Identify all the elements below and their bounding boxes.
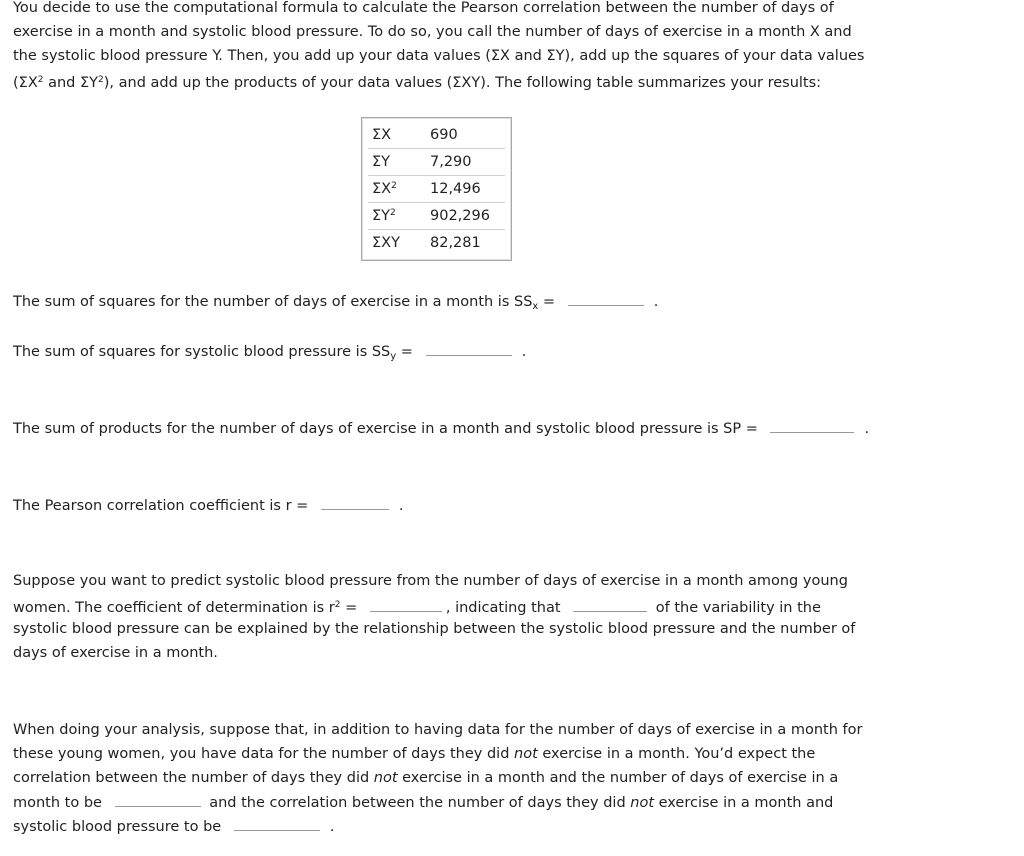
analysis-line: When doing your analysis, suppose that, in addition to having data for the number of days of exercise in a month for (13, 722, 863, 738)
variability-answer-blank[interactable] (573, 595, 647, 612)
determination-line: women. The coefficient of determination is $r^2$ = , indicating that of the variability in the (13, 593, 821, 620)
table-symbol: $\Sigma Y^2$ (368, 203, 422, 230)
ssx-answer-blank[interactable] (568, 289, 644, 306)
not-exercise-vs-pressure-blank[interactable] (234, 814, 320, 831)
table-value: 82,281 (430, 235, 481, 251)
summary-table (361, 117, 512, 261)
table-value: 7,290 (422, 149, 505, 176)
analysis-line: these young women, you have data for the number of days they did not exercise in a month. You’d expect the (13, 746, 816, 762)
table-symbol: ΣY (368, 149, 422, 176)
r-answer-blank[interactable] (321, 493, 389, 510)
r-question: The Pearson correlation coefficient is r = . (13, 493, 404, 518)
table-row (368, 149, 505, 176)
analysis-line: correlation between the number of days they did not exercise in a month and the number of days of exercise in a (13, 770, 839, 786)
sp-question: The sum of products for the number of days of exercise in a month and systolic blood pressure is SP = . (13, 416, 869, 441)
intro-line: ($\Sigma X^2$ and $\Sigma Y^2$), and add up the products of your data values (ΣXY). The following table summarizes your results: (13, 75, 822, 91)
determination-line: days of exercise in a month. (13, 645, 218, 661)
table-value: 12,496 (422, 176, 505, 203)
determination-line: systolic blood pressure can be explained by the relationship between the systolic blood pressure and the number of (13, 621, 856, 637)
table-row (368, 122, 505, 149)
table-row (368, 203, 505, 230)
ssy-question: The sum of squares for systolic blood pressure is $SS_y$ = . (13, 339, 526, 369)
ssy-answer-blank[interactable] (426, 339, 512, 356)
table-value: 902,296 (422, 203, 505, 230)
analysis-line: systolic blood pressure to be . (13, 814, 334, 839)
analysis-line: month to be and the correlation between the number of days they did not exercise in a month and (13, 790, 833, 815)
table-value: 690 (422, 122, 505, 149)
table-symbol: ΣX (368, 122, 422, 149)
intro-line: the systolic blood pressure Y. Then, you add up your data values (ΣX and ΣY), add up the squares of your data values (13, 48, 865, 64)
intro-line: exercise in a month and systolic blood pressure. To do so, you call the number of days of exercise in a month X and (13, 24, 852, 40)
sp-answer-blank[interactable] (770, 416, 854, 433)
table-row (368, 176, 505, 203)
table-symbol: $\Sigma X^2$ (368, 176, 422, 203)
table-symbol: ΣXY (372, 235, 400, 251)
determination-line: Suppose you want to predict systolic blood pressure from the number of days of exercise in a month among young (13, 573, 848, 589)
intro-line: You decide to use the computational formula to calculate the Pearson correlation between the number of days of (13, 0, 834, 16)
not-exercise-vs-exercise-blank[interactable] (115, 790, 201, 807)
table-row (368, 230, 505, 257)
r-squared-answer-blank[interactable] (370, 595, 442, 612)
ssx-question: The sum of squares for the number of days of exercise in a month is $SS_x$ = . (13, 289, 658, 319)
